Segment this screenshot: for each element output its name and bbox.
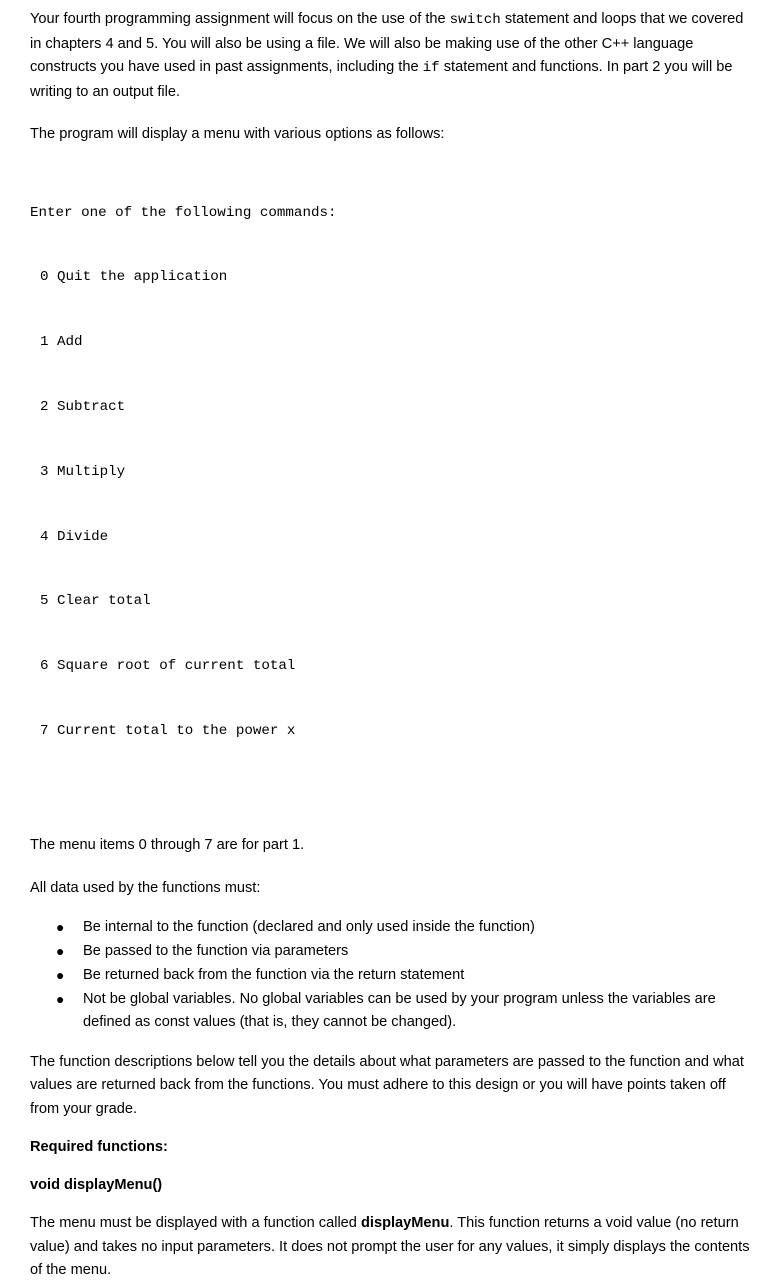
bullet-icon: ● bbox=[56, 990, 65, 1007]
menu-header: Enter one of the following commands: bbox=[30, 204, 337, 221]
intro-text-2: statement and loops that we covered in chapters 4 and 5. You will also be using a file. We will also be making use of the other C++ language constructs you have used in past assignments, including the bbox=[30, 11, 744, 75]
bullet-icon: ● bbox=[56, 942, 65, 959]
rule-text: Be returned back from the function via the return statement bbox=[83, 966, 465, 983]
data-rules-heading: All data used by the functions must: bbox=[30, 880, 261, 897]
function-name: displayMenu bbox=[360, 1215, 450, 1232]
menu-item: 7 Current total to the power x bbox=[40, 722, 296, 739]
function-description bbox=[30, 1212, 750, 1283]
data-rules-list bbox=[30, 916, 750, 1035]
bullet-icon: ● bbox=[56, 918, 65, 935]
list-item bbox=[30, 916, 750, 940]
menu-item: 0 Quit the application bbox=[40, 269, 228, 286]
function-desc-1: The menu must be displayed with a function called bbox=[30, 1215, 361, 1232]
menu-intro-paragraph: The program will display a menu with various options as follows: bbox=[30, 126, 445, 142]
if-keyword: if bbox=[422, 60, 440, 76]
menu-item: 4 Divide bbox=[40, 528, 109, 545]
menu-item: 1 Add bbox=[40, 334, 83, 351]
required-functions-heading: Required functions: bbox=[30, 1139, 168, 1156]
descriptions-note: The function descriptions below tell you the details about what parameters are passed to the function and what values are returned back from the functions. You must adhere to this design or you will have points taken off from your grade. bbox=[30, 1053, 744, 1117]
intro-text-1: Your fourth programming assignment will focus on the use of the bbox=[30, 11, 450, 27]
part1-note: The menu items 0 through 7 are for part 1. bbox=[30, 836, 305, 853]
list-item bbox=[30, 964, 750, 988]
intro-paragraph bbox=[30, 8, 750, 104]
document-page bbox=[30, 8, 750, 1283]
list-item bbox=[30, 940, 750, 964]
rule-text: Be internal to the function (declared and only used inside the function) bbox=[83, 918, 535, 935]
function-signature: void displayMenu() bbox=[30, 1176, 163, 1193]
rule-text: Not be global variables. No global variables can be used by your program unless the variables are defined as const values (that is, they cannot be changed). bbox=[83, 990, 716, 1031]
switch-keyword: switch bbox=[449, 12, 501, 28]
list-item bbox=[30, 988, 750, 1035]
menu-item: 3 Multiply bbox=[40, 463, 126, 480]
function-desc-2: . This function returns a void value (no return value) and takes no input parameters. It does not prompt the user for any values, it simply displays the contents of the menu. bbox=[30, 1215, 750, 1279]
intro-text-3: statement and functions. In part 2 you will be writing to an output file. bbox=[30, 59, 733, 100]
bullet-icon: ● bbox=[56, 966, 65, 983]
menu-item: 2 Subtract bbox=[40, 399, 126, 416]
menu-item: 6 Square root of current total bbox=[40, 658, 296, 675]
menu-item: 5 Clear total bbox=[40, 593, 151, 610]
rule-text: Be passed to the function via parameters bbox=[83, 942, 349, 959]
menu-listing bbox=[30, 160, 750, 786]
